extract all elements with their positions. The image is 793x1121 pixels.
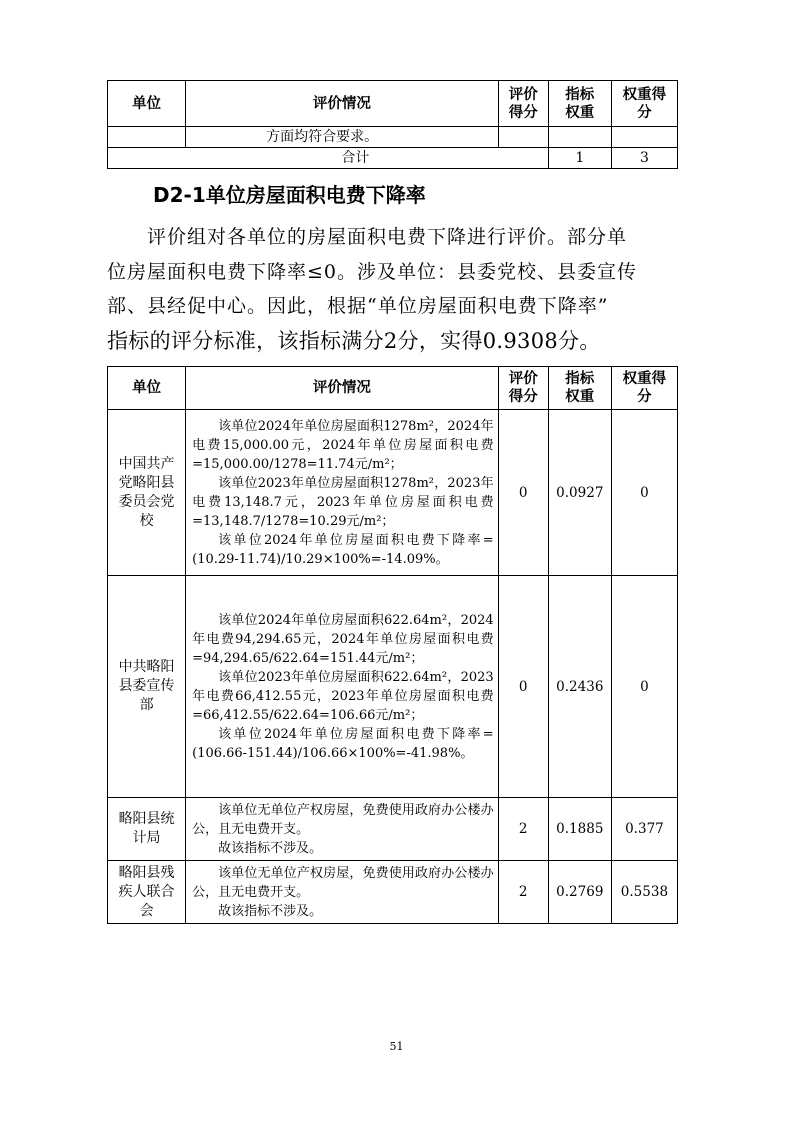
row-evaluation [186,861,499,924]
table-row [108,861,678,924]
continuation-text: 方面均符合要求。 [186,127,499,148]
header-weighted-l2: 分 [637,389,652,405]
total-weight: 1 [548,148,611,169]
header-weight [548,367,611,410]
row-evaluation-line: 该单位2024年单位房屋面积电费下降率=(106.66-151.44)/106.66×100%=-41.98%。 [192,726,494,761]
table-row [108,127,678,148]
header-score-l2: 得分 [508,104,538,121]
evaluation-table-continued [107,80,678,169]
body-line-4: 指标的评分标准，该指标满分2分，实得0.9308分。 [107,328,601,353]
header-score-l1: 评价 [508,86,538,103]
row-evaluation [186,798,499,861]
row-unit: 中国共产党略阳县委员会党校 [108,410,186,576]
header-evaluation: 评价情况 [186,81,499,127]
row-weight: 0.1885 [548,798,611,861]
body-line-3: 部、县经促中心。因此，根据“单位房屋面积电费下降率” [107,295,609,317]
row-score: 2 [498,798,548,861]
row-score: 0 [498,576,548,798]
row-evaluation-line: 该单位无单位产权房屋，免费使用政府办公楼办公，且无电费开支。 [192,865,494,900]
row-evaluation-line: 故该指标不涉及。 [218,840,323,856]
row-weight: 0.2769 [548,861,611,924]
header-weight-l1: 指标 [565,371,595,387]
row-unit: 中共略阳县委宣传部 [108,576,186,798]
row-score: 0 [498,410,548,576]
row-evaluation [186,576,499,798]
header-score-l2: 得分 [508,389,538,405]
header-weighted-l2: 分 [637,104,652,121]
header-weight-l1: 指标 [565,86,595,103]
evaluation-table [107,366,678,924]
row-score: 2 [498,861,548,924]
row-weighted: 0.5538 [611,861,677,924]
header-unit: 单位 [108,81,186,127]
row-evaluation-line: 该单位无单位产权房屋，免费使用政府办公楼办公，且无电费开支。 [192,802,494,837]
header-weight-l2: 权重 [565,104,595,121]
header-weight [548,81,611,127]
body-line-2: 位房屋面积电费下降率≤0。涉及单位：县委党校、县委宣传 [107,260,638,283]
row-evaluation-line: 故该指标不涉及。 [218,903,323,919]
row-evaluation-line: 该单位2024年单位房屋面积电费下降率=(10.29-11.74)/10.29×100%=-14.09%。 [192,532,494,567]
row-evaluation [186,410,499,576]
total-weighted: 3 [611,148,677,169]
row-evaluation-line: 该单位2024年单位房屋面积1278m²，2024年电费15,000.00元，2024年单位房屋面积电费=15,000.00/1278=11.74元/m²； [192,418,494,472]
table-row [108,798,678,861]
header-weighted [611,367,677,410]
table-header-row [108,367,678,410]
row-weight: 0.2436 [548,576,611,798]
row-evaluation-line: 该单位2023年单位房屋面积1278m²，2023年电费13,148.7元，2023年单位房屋面积电费=13,148.7/1278=10.29元/m²； [192,475,494,529]
table-header-row [108,81,678,127]
header-score [498,81,548,127]
table-row [108,410,678,576]
row-unit: 略阳县残疾人联合会 [108,861,186,924]
header-score-l1: 评价 [508,371,538,387]
row-weight: 0.0927 [548,410,611,576]
header-score [498,367,548,410]
table-row [108,576,678,798]
header-weight-l2: 权重 [565,389,595,405]
total-row [108,148,678,169]
section-body [107,220,679,358]
header-weighted-l1: 权重得 [622,86,667,103]
row-weighted: 0.377 [611,798,677,861]
body-line-1: 评价组对各单位的房屋面积电费下降进行评价。部分单 [147,226,628,248]
row-weighted: 0 [611,410,677,576]
row-unit: 略阳县统计局 [108,798,186,861]
row-weighted: 0 [611,576,677,798]
header-evaluation: 评价情况 [186,367,499,410]
row-evaluation-line: 该单位2024年单位房屋面积622.64m²，2024年电费94,294.65元，2024年单位房屋面积电费=94,294.65/622.64=151.44元/m²； [192,612,494,666]
section-title: D2-1单位房屋面积电费下降率 [153,183,426,207]
total-label: 合计 [108,148,549,169]
header-weighted-l1: 权重得 [622,371,667,387]
row-evaluation-line: 该单位2023年单位房屋面积622.64m²，2023年电费66,412.55元，2023年单位房屋面积电费=66,412.55/622.64=106.66元/m²； [192,669,494,723]
page-number: 51 [389,1040,404,1053]
header-weighted [611,81,677,127]
header-unit: 单位 [108,367,186,410]
